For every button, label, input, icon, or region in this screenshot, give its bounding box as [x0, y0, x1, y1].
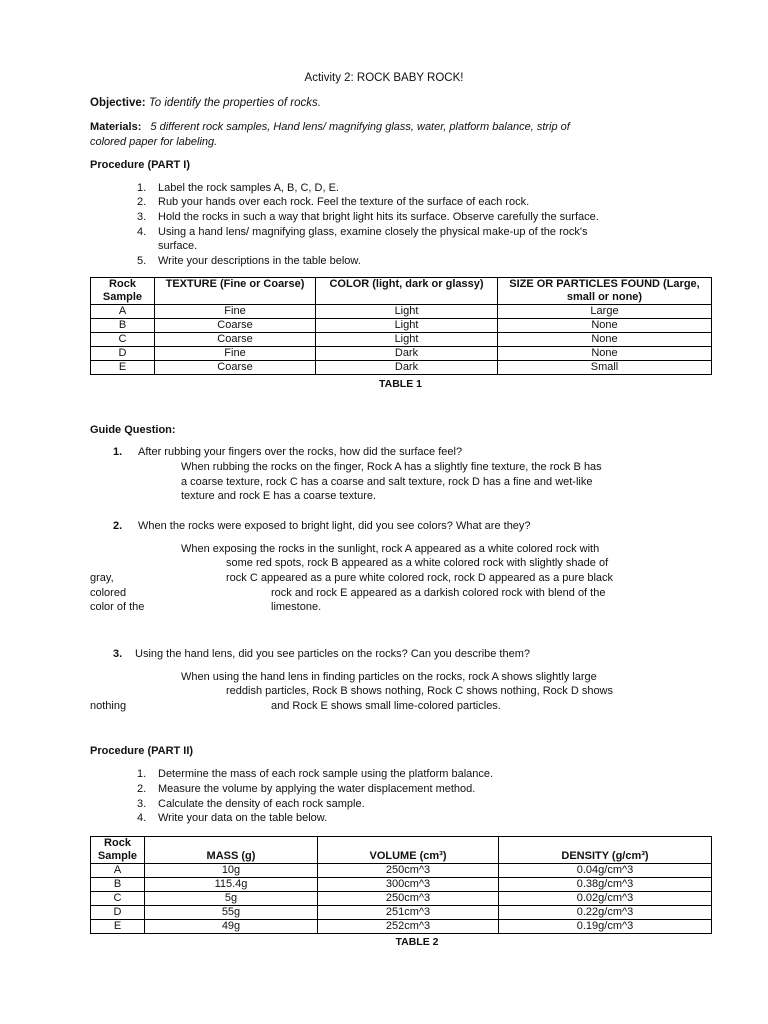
objective-text: To identify the properties of rocks. [148, 97, 321, 109]
answer-2-left-word: color of the [90, 601, 145, 613]
table-cell: E [91, 920, 145, 934]
procedure-1-step-text: Label the rock samples A, B, C, D, E. [158, 182, 339, 194]
table-cell: B [91, 319, 155, 333]
procedure-2-step-text: Measure the volume by applying the water displacement method. [158, 783, 476, 795]
table-cell: Dark [316, 361, 498, 375]
table-row [91, 333, 712, 347]
table-row [91, 920, 712, 934]
table-cell: Fine [155, 347, 316, 361]
question-2-text: When the rocks were exposed to bright light, did you see colors? What are they? [138, 520, 531, 532]
table-cell: A [91, 864, 145, 878]
answer-1-line: When rubbing the rocks on the finger, Rock A has a slightly fine texture, the rock B has [181, 461, 602, 473]
table-cell: 250cm^3 [318, 864, 499, 878]
table-cell: Light [316, 333, 498, 347]
procedure-1-step-num: 3. [137, 211, 147, 223]
procedure-1-step-text: Write your descriptions in the table below. [158, 255, 361, 267]
answer-2-left-word: colored [90, 587, 127, 599]
answer-2-line: limestone. [271, 601, 322, 613]
page-title: Activity 2: ROCK BABY ROCK! [304, 72, 464, 84]
column-header: MASS (g) [145, 837, 318, 864]
table-cell: None [498, 319, 712, 333]
table-cell: 251cm^3 [318, 906, 499, 920]
table-row [91, 361, 712, 375]
column-header: Rock Sample [91, 278, 155, 305]
table-cell: E [91, 361, 155, 375]
column-header: DENSITY (g/cm³) [499, 837, 712, 864]
procedure-1-step-num: 2. [137, 196, 147, 208]
answer-3-line: When using the hand lens in finding particles on the rocks, rock A shows slightly large [181, 671, 597, 683]
procedure-1-step-num: 1. [137, 182, 147, 194]
table-row [91, 892, 712, 906]
answer-2-line: rock C appeared as a pure white colored rock, rock D appeared as a pure black [226, 572, 614, 584]
procedure-1-step-num: 5. [137, 255, 147, 267]
table-cell: 115.4g [145, 878, 318, 892]
procedure-1-step-text: surface. [158, 240, 198, 252]
answer-3-left-word: nothing [90, 700, 127, 712]
answer-1-line: texture and rock E has a coarse texture. [181, 490, 377, 502]
table-cell: 0.02g/cm^3 [499, 892, 712, 906]
table-2-caption: TABLE 2 [395, 936, 439, 948]
table-row [91, 347, 712, 361]
question-3-text: Using the hand lens, did you see particles on the rocks? Can you describe them? [135, 648, 531, 660]
column-header: Rock Sample [91, 837, 145, 864]
table-row [91, 878, 712, 892]
table-cell: 10g [145, 864, 318, 878]
answer-3-line: and Rock E shows small lime-colored particles. [271, 700, 501, 712]
table-cell: 55g [145, 906, 318, 920]
table-row [91, 906, 712, 920]
column-header: SIZE OR PARTICLES FOUND (Large, small or none) [498, 278, 712, 305]
column-header: VOLUME (cm³) [318, 837, 499, 864]
objective-line [90, 97, 321, 109]
table-cell: 250cm^3 [318, 892, 499, 906]
table-cell: 0.04g/cm^3 [499, 864, 712, 878]
procedure-2-heading: Procedure (PART II) [90, 745, 194, 757]
materials-text-2: colored paper for labeling. [90, 136, 218, 148]
materials-line-1 [90, 121, 570, 133]
table-cell: C [91, 892, 145, 906]
table-cell: 0.38g/cm^3 [499, 878, 712, 892]
table-cell: Fine [155, 305, 316, 319]
table-cell: Light [316, 305, 498, 319]
table-row [91, 305, 712, 319]
question-2-num: 2. [113, 520, 123, 532]
table-cell: Coarse [155, 361, 316, 375]
procedure-2-step-num: 1. [137, 768, 147, 780]
table-cell: Large [498, 305, 712, 319]
table-1-caption: TABLE 1 [379, 378, 422, 390]
answer-3-line: reddish particles, Rock B shows nothing, Rock C shows nothing, Rock D shows [226, 685, 614, 697]
table-cell: C [91, 333, 155, 347]
table-cell: Dark [316, 347, 498, 361]
table-1 [90, 277, 712, 375]
table-cell: Coarse [155, 319, 316, 333]
table-cell: D [91, 906, 145, 920]
table-cell: None [498, 347, 712, 361]
procedure-2-step-num: 2. [137, 783, 147, 795]
procedure-2-step-text: Determine the mass of each rock sample using the platform balance. [158, 768, 494, 780]
table-cell: 0.22g/cm^3 [499, 906, 712, 920]
answer-2-line: When exposing the rocks in the sunlight, rock A appeared as a white colored rock with [181, 543, 600, 555]
procedure-1-heading: Procedure (PART I) [90, 159, 191, 171]
procedure-1-step-text: Rub your hands over each rock. Feel the texture of the surface of each rock. [158, 196, 530, 208]
table-cell: 5g [145, 892, 318, 906]
table-cell: Coarse [155, 333, 316, 347]
procedure-1-step-text: Using a hand lens/ magnifying glass, examine closely the physical make-up of the rock's [158, 226, 588, 238]
procedure-2-step-num: 4. [137, 812, 147, 824]
column-header: TEXTURE (Fine or Coarse) [155, 278, 316, 305]
table-cell: D [91, 347, 155, 361]
answer-2-line: rock and rock E appeared as a darkish colored rock with blend of the [271, 587, 606, 599]
table-2 [90, 836, 712, 934]
procedure-2-step-num: 3. [137, 798, 147, 810]
procedure-1-step-text: Hold the rocks in such a way that bright light hits its surface. Observe carefully the surface. [158, 211, 599, 223]
table-cell: Small [498, 361, 712, 375]
table-cell: 252cm^3 [318, 920, 499, 934]
table-cell: B [91, 878, 145, 892]
table-row [91, 864, 712, 878]
materials-text-1: 5 different rock samples, Hand lens/ magnifying glass, water, platform balance, strip of [150, 121, 570, 133]
column-header: COLOR (light, dark or glassy) [316, 278, 498, 305]
question-1-text: After rubbing your fingers over the rocks, how did the surface feel? [138, 446, 463, 458]
table-header-row [91, 278, 712, 305]
table-header-row [91, 837, 712, 864]
table-cell: Light [316, 319, 498, 333]
guide-heading: Guide Question: [90, 424, 176, 436]
table-cell: 0.19g/cm^3 [499, 920, 712, 934]
table-row [91, 319, 712, 333]
objective-label: Objective: [90, 97, 146, 109]
question-3-num: 3. [113, 648, 123, 660]
question-1-num: 1. [113, 446, 123, 458]
table-cell: None [498, 333, 712, 347]
table-cell: 49g [145, 920, 318, 934]
answer-1-line: a coarse texture, rock C has a coarse and salt texture, rock D has a fine and wet-like [181, 476, 593, 488]
answer-2-left-word: gray, [90, 572, 114, 584]
materials-label: Materials: [90, 121, 142, 133]
answer-2-line: some red spots, rock B appeared as a white colored rock with slightly shade of [226, 557, 609, 569]
table-cell: 300cm^3 [318, 878, 499, 892]
table-cell: A [91, 305, 155, 319]
procedure-2-step-text: Calculate the density of each rock sample. [158, 798, 365, 810]
procedure-2-step-text: Write your data on the table below. [158, 812, 328, 824]
procedure-1-step-num: 4. [137, 226, 147, 238]
